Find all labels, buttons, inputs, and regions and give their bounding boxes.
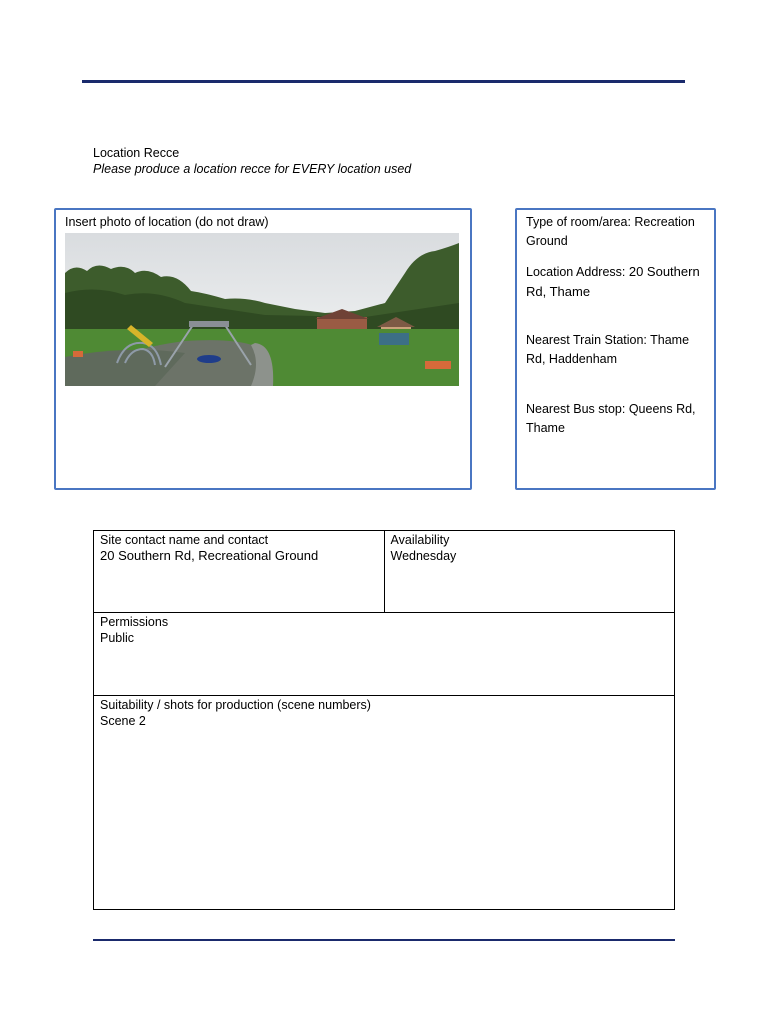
photo-box-label: Insert photo of location (do not draw): [65, 215, 269, 229]
availability-cell: [384, 531, 675, 613]
table-row: [94, 613, 675, 696]
suitability-value: Scene 2: [100, 714, 146, 728]
contact-label: Site contact name and contact: [100, 533, 269, 547]
room-type-label: Type of room/area:: [526, 215, 635, 229]
bus-stop-label: Nearest Bus stop:: [526, 402, 629, 416]
bus-stop-value: Queens Rd, Thame: [526, 402, 696, 435]
location-photo: [65, 233, 459, 386]
contact-value: 20 Southern Rd, Recreational Ground: [100, 548, 319, 563]
table-row: [94, 531, 675, 613]
top-rule: [82, 80, 685, 83]
nearest-bus-stop: [526, 400, 705, 438]
table-row: [94, 696, 675, 910]
train-station-value: Thame Rd, Haddenham: [526, 333, 690, 366]
contact-cell: [94, 531, 385, 613]
location-address-label: Location Address:: [526, 265, 629, 279]
location-address: [526, 262, 705, 302]
bottom-rule: [93, 939, 675, 941]
photo-box: [54, 208, 472, 490]
train-station-label: Nearest Train Station:: [526, 333, 651, 347]
recce-details-table: [93, 530, 675, 910]
availability-label: Availability: [390, 533, 450, 547]
location-info-box: [515, 208, 716, 490]
page-heading: [93, 145, 411, 177]
nearest-train-station: [526, 331, 705, 369]
permissions-value: Public: [100, 631, 135, 645]
suitability-label: Suitability / shots for production (scene numbers): [100, 698, 371, 712]
permissions-label: Permissions: [100, 615, 169, 629]
location-address-value: 20 Southern Rd, Thame: [526, 264, 700, 299]
page-subtitle: Please produce a location recce for EVERY location used: [93, 162, 412, 176]
page-title: Location Recce: [93, 146, 180, 160]
permissions-cell: [94, 613, 675, 696]
suitability-cell: [94, 696, 675, 910]
room-type: [526, 213, 705, 251]
room-type-value: Recreation Ground: [526, 215, 695, 248]
availability-value: Wednesday: [390, 549, 457, 563]
